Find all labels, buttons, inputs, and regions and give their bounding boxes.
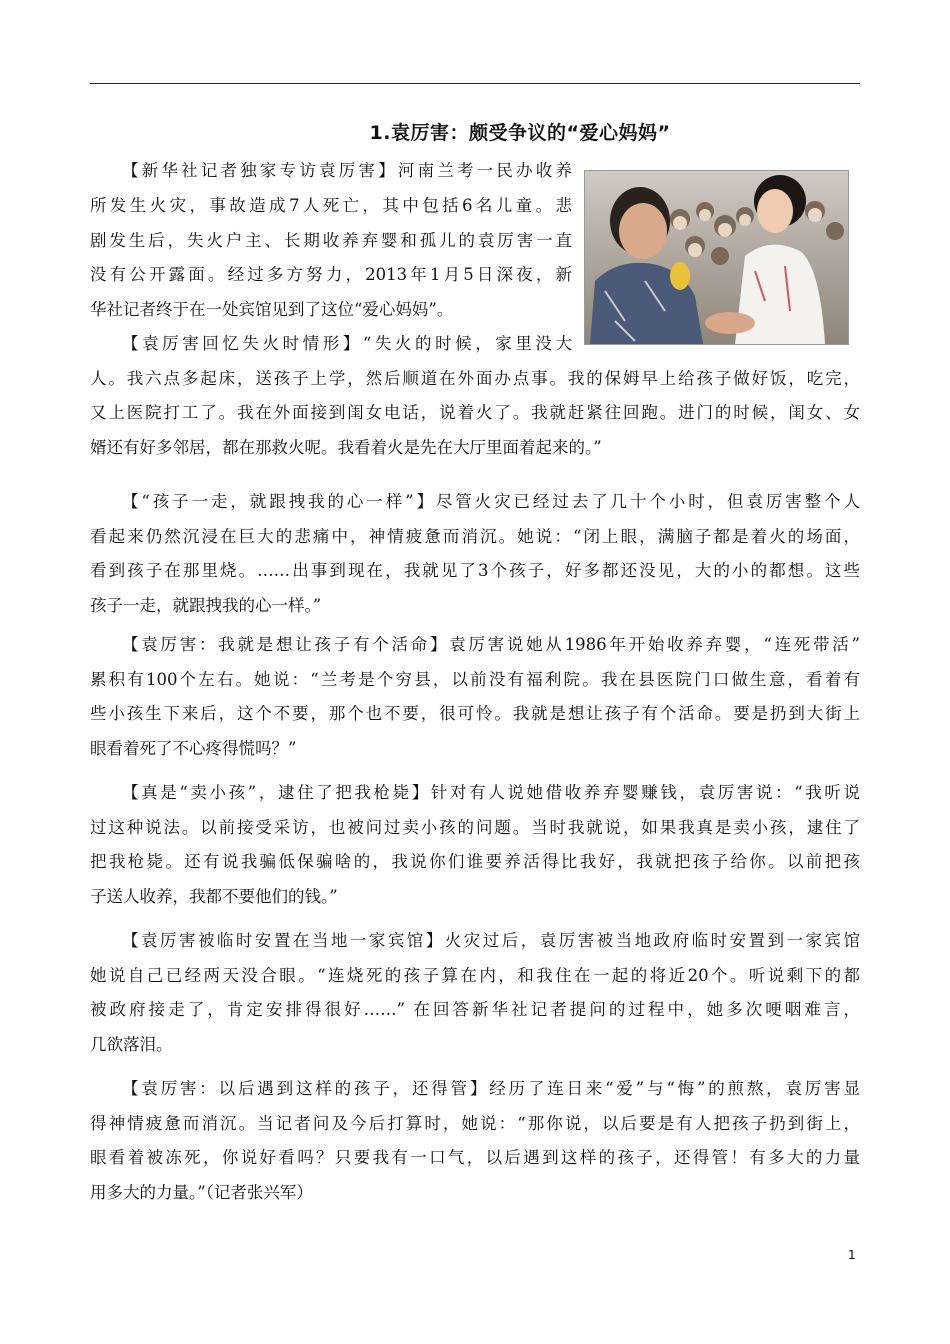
text-line: 子送人收养，我都不要他们的钱。”	[90, 887, 338, 906]
text-line: 眼看着被冻死，你说好看吗？只要我有一口气，以后遇到这样的孩子，还得管！有多大的力量	[90, 1148, 860, 1167]
text-line: 没有公开露面。经过多方努力，2013年1月5日深夜，新	[90, 265, 572, 284]
text-line: 把我枪毙。还有说我骗低保骗啥的，我说你们谁要养活得比我好，我就把孩子给你。以前把孩	[90, 852, 860, 871]
text-line: 【“孩子一走，就跟拽我的心一样”】尽管火灾已经过去了几十个小时，但袁厉害整个人	[122, 492, 860, 511]
news-photo	[584, 170, 849, 345]
text-line: 【真是“卖小孩”，逮住了把我枪毙】针对有人说她借收养弃婴赚钱，袁厉害说：“我听说	[122, 783, 860, 802]
text-line: 【袁厉害：我就是想让孩子有个活命】袁厉害说她从1986年开始收养弃婴，“连死带活”	[122, 635, 860, 654]
text-line: 得神情疲惫而消沉。当记者问及今后打算时，她说：“那你说，以后要是有人把孩子扔到街上，	[90, 1114, 860, 1133]
text-line: 孩子一走，就跟拽我的心一样。”	[90, 596, 322, 615]
text-line: 看起来仍然沉浸在巨大的悲痛中，神情疲惫而消沉。她说：“闭上眼，满脑子都是着火的场面，	[90, 527, 860, 546]
text-line: 过这种说法。以前接受采访，也被问过卖小孩的问题。当时我就说，如果我真是卖小孩，逮住了	[90, 818, 860, 837]
text-line: 婿还有好多邻居，都在那救火呢。我看着火是先在大厅里面着起来的。”	[90, 438, 602, 457]
text-line: 【袁厉害回忆失火时情形】“失火的时候，家里没大	[122, 334, 572, 353]
text-line: 几欲落泪。	[90, 1035, 173, 1054]
text-line: 些小孩生下来后，这个不要，那个也不要，很可怜。我就是想让孩子有个活命。要是扔到大街上	[90, 704, 860, 723]
text-line: 看到孩子在那里烧。……出事到现在，我就见了3个孩子，好多都还没见，大的小的都想。这些	[90, 561, 860, 580]
page-number: 1	[848, 1248, 856, 1262]
text-line: 所发生火灾，事故造成7人死亡，其中包括6名儿童。悲	[90, 196, 572, 215]
text-line: 累积有100个左右。她说：“兰考是个穷县，以前没有福利院。我在县医院门口做生意，看着有	[90, 670, 860, 689]
text-line: 人。我六点多起床，送孩子上学，然后顺道在外面办点事。我的保姆早上给孩子做好饭，吃完，	[90, 369, 860, 388]
text-line: 华社记者终于在一处宾馆见到了这位“爱心妈妈”。	[90, 300, 454, 319]
text-line: 用多大的力量。”（记者张兴军）	[90, 1183, 313, 1202]
text-line: 【新华社记者独家专访袁厉害】河南兰考一民办收养	[122, 161, 572, 180]
text-line: 【袁厉害被临时安置在当地一家宾馆】火灾过后，袁厉害被当地政府临时安置到一家宾馆	[122, 931, 860, 950]
text-line: 【袁厉害：以后遇到这样的孩子，还得管】经历了连日来“爱”与“悔”的煎熬，袁厉害显	[122, 1079, 860, 1098]
text-line: 被政府接走了，肯定安排得很好……” 在回答新华社记者提问的过程中，她多次哽咽难言，	[90, 1000, 860, 1019]
text-line: 眼看着死了不心疼得慌吗？”	[90, 739, 297, 758]
text-line: 又上医院打工了。我在外面接到闺女电话，说着火了。我就赶紧往回跑。进门的时候，闺女、女	[90, 403, 860, 422]
article-title: 1.袁厉害：颇受争议的“爱心妈妈”	[369, 122, 671, 144]
photo-of-women-embracing-icon	[585, 171, 848, 344]
text-line: 剧发生后，失火户主、长期收养弃婴和孤儿的袁厉害一直	[90, 231, 572, 250]
text-line: 她说自己已经两天没合眼。“连烧死的孩子算在内，和我住在一起的将近20个。听说剩下的都	[90, 966, 860, 985]
header-rule	[90, 83, 860, 84]
